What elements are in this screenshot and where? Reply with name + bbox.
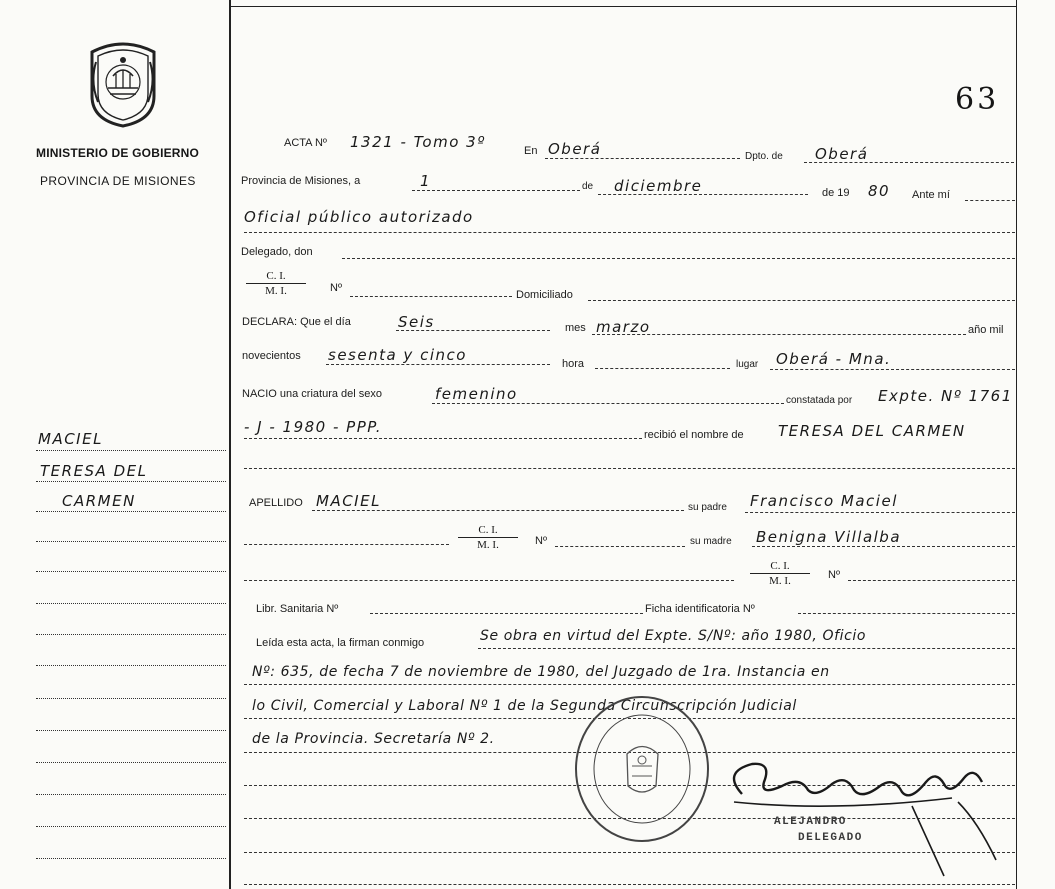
nombre-value: TERESA DEL CARMEN [778, 422, 966, 440]
year-value: 80 [868, 182, 891, 200]
hora-label: hora [562, 358, 585, 370]
ficha-line [798, 613, 1015, 614]
mother-id-fraction [750, 560, 810, 587]
margin-line [36, 541, 226, 542]
declara-day-value: Seis [398, 313, 435, 331]
left-column-border [229, 0, 231, 889]
expte-line [244, 438, 642, 439]
margin-second-name: CARMEN [62, 492, 136, 510]
page-number: 63 [955, 82, 1000, 117]
margin-line [36, 665, 226, 666]
acta-value: 1321 - Tomo 3º [350, 133, 486, 151]
sexo-value: femenino [435, 385, 518, 403]
day-value: 1 [420, 172, 432, 190]
provincial-seal-icon [86, 38, 160, 128]
margin-line [36, 826, 226, 827]
hora-line [595, 368, 730, 369]
observation-line-4: de la Provincia. Secretaría Nº 2. [252, 731, 495, 747]
en-label: En [524, 145, 538, 157]
apellido-value: MACIEL [316, 492, 381, 510]
mother-id-number-label: Nº [828, 569, 840, 581]
margin-line [36, 730, 226, 731]
domiciliado-line [588, 300, 1015, 301]
declara-day-line [396, 330, 550, 331]
libreta-line [370, 613, 643, 614]
dpto-line [804, 162, 1014, 163]
obs-line-rule-1 [478, 648, 1015, 649]
recibio-label: recibió el nombre de [644, 429, 744, 441]
padre-value: Francisco Maciel [750, 492, 898, 510]
sexo-line [432, 403, 784, 404]
margin-line [36, 603, 226, 604]
margin-line [36, 450, 226, 451]
madre-label: su madre [690, 536, 732, 547]
blank-line-5 [244, 884, 1015, 885]
dpto-label: Dpto. de [745, 151, 783, 162]
top-border [229, 6, 1017, 7]
delegado-line [342, 258, 1015, 259]
mother-id-number-line [848, 580, 1015, 581]
month-line [598, 194, 808, 195]
obs-line-rule-2 [244, 684, 1015, 685]
officer-line [244, 232, 1015, 233]
delegado-label: Delegado, don [241, 246, 313, 258]
apellido-label: APELLIDO [249, 497, 303, 509]
margin-line [36, 481, 226, 482]
ministry-title: MINISTERIO DE GOBIERNO [36, 146, 200, 160]
madre-line [752, 546, 1015, 547]
province-date-label: Provincia de Misiones, a [241, 175, 361, 187]
ci-label: C. I. [750, 560, 810, 574]
novecientos-label: novecientos [242, 350, 301, 362]
mi-label: M. I. [477, 539, 499, 551]
father-id-number-line [555, 546, 685, 547]
acta-label: ACTA Nº [284, 137, 327, 149]
margin-line [36, 794, 226, 795]
officer-value: Oficial público autorizado [244, 208, 474, 226]
ci-label: C. I. [246, 270, 306, 284]
month-value: diciembre [614, 177, 703, 195]
day-line [412, 190, 580, 191]
madre-value: Benigna Villalba [756, 528, 902, 546]
en-line [545, 158, 740, 159]
year-label: de 19 [822, 187, 850, 199]
father-id-line [244, 544, 449, 545]
id-type-fraction [246, 270, 306, 297]
padre-line [745, 512, 1015, 513]
dpto-value: Oberá [815, 145, 869, 163]
mes-value: marzo [596, 318, 651, 336]
anio-mil-label: año mil [968, 324, 1004, 336]
padre-label: su padre [688, 502, 727, 513]
margin-line [36, 571, 226, 572]
margin-surname: MACIEL [38, 430, 103, 448]
ante-line [965, 200, 1015, 201]
mi-label: M. I. [265, 285, 287, 297]
lugar-line [770, 369, 1015, 370]
father-id-number-label: Nº [535, 535, 547, 547]
observation-line-2: Nº: 635, de fecha 7 de noviembre de 1980, del Juzgado de 1ra. Instancia en [252, 664, 830, 680]
margin-line [36, 762, 226, 763]
lugar-value: Oberá - Mna. [776, 350, 892, 368]
nacio-label: NACIO una criatura del sexo [242, 388, 383, 400]
ante-mi-label: Ante mí [912, 189, 950, 201]
novecientos-value: sesenta y cinco [328, 346, 467, 364]
domiciliado-label: Domiciliado [516, 289, 573, 301]
signature-icon [712, 742, 1002, 882]
ci-label: C. I. [458, 524, 518, 538]
declara-label: DECLARA: Que el día [242, 316, 351, 328]
father-id-fraction [458, 524, 518, 551]
observation-line-3: lo Civil, Comercial y Laboral Nº 1 de la Segunda Circunscripción Judicial [252, 698, 797, 714]
de-label: de [582, 181, 594, 192]
id-number-line [350, 296, 512, 297]
mes-line [592, 334, 966, 335]
right-column-border [1016, 0, 1017, 889]
blank-line-1 [244, 468, 1015, 469]
apellido-line [312, 510, 684, 511]
official-name: ALEJANDRO [774, 816, 847, 828]
margin-given-name: TERESA DEL [40, 462, 148, 480]
constatada-label: constatada por [786, 395, 853, 406]
id-number-label: Nº [330, 282, 342, 294]
expte-continuation-value: - J - 1980 - PPP. [244, 418, 383, 436]
margin-line [36, 634, 226, 635]
lugar-label: lugar [736, 359, 759, 370]
observation-line-1: Se obra en virtud del Expte. S/Nº: año 1980, Oficio [480, 628, 867, 644]
registry-stamp-icon [572, 694, 712, 844]
margin-line [36, 858, 226, 859]
leida-label: Leída esta acta, la firman conmigo [256, 637, 425, 649]
province-title: PROVINCIA DE MISIONES [40, 174, 196, 188]
constatada-value: Expte. Nº 1761 [878, 387, 1013, 405]
margin-line [36, 511, 226, 512]
ficha-label: Ficha identificatoria Nº [645, 603, 755, 615]
margin-line [36, 698, 226, 699]
en-value: Oberá [548, 140, 602, 158]
libreta-label: Libr. Sanitaria Nº [256, 603, 339, 615]
mes-label: mes [565, 322, 586, 334]
mother-id-line [244, 580, 734, 581]
novecientos-line [326, 364, 550, 365]
official-title: DELEGADO [798, 832, 863, 844]
mi-label: M. I. [769, 575, 791, 587]
